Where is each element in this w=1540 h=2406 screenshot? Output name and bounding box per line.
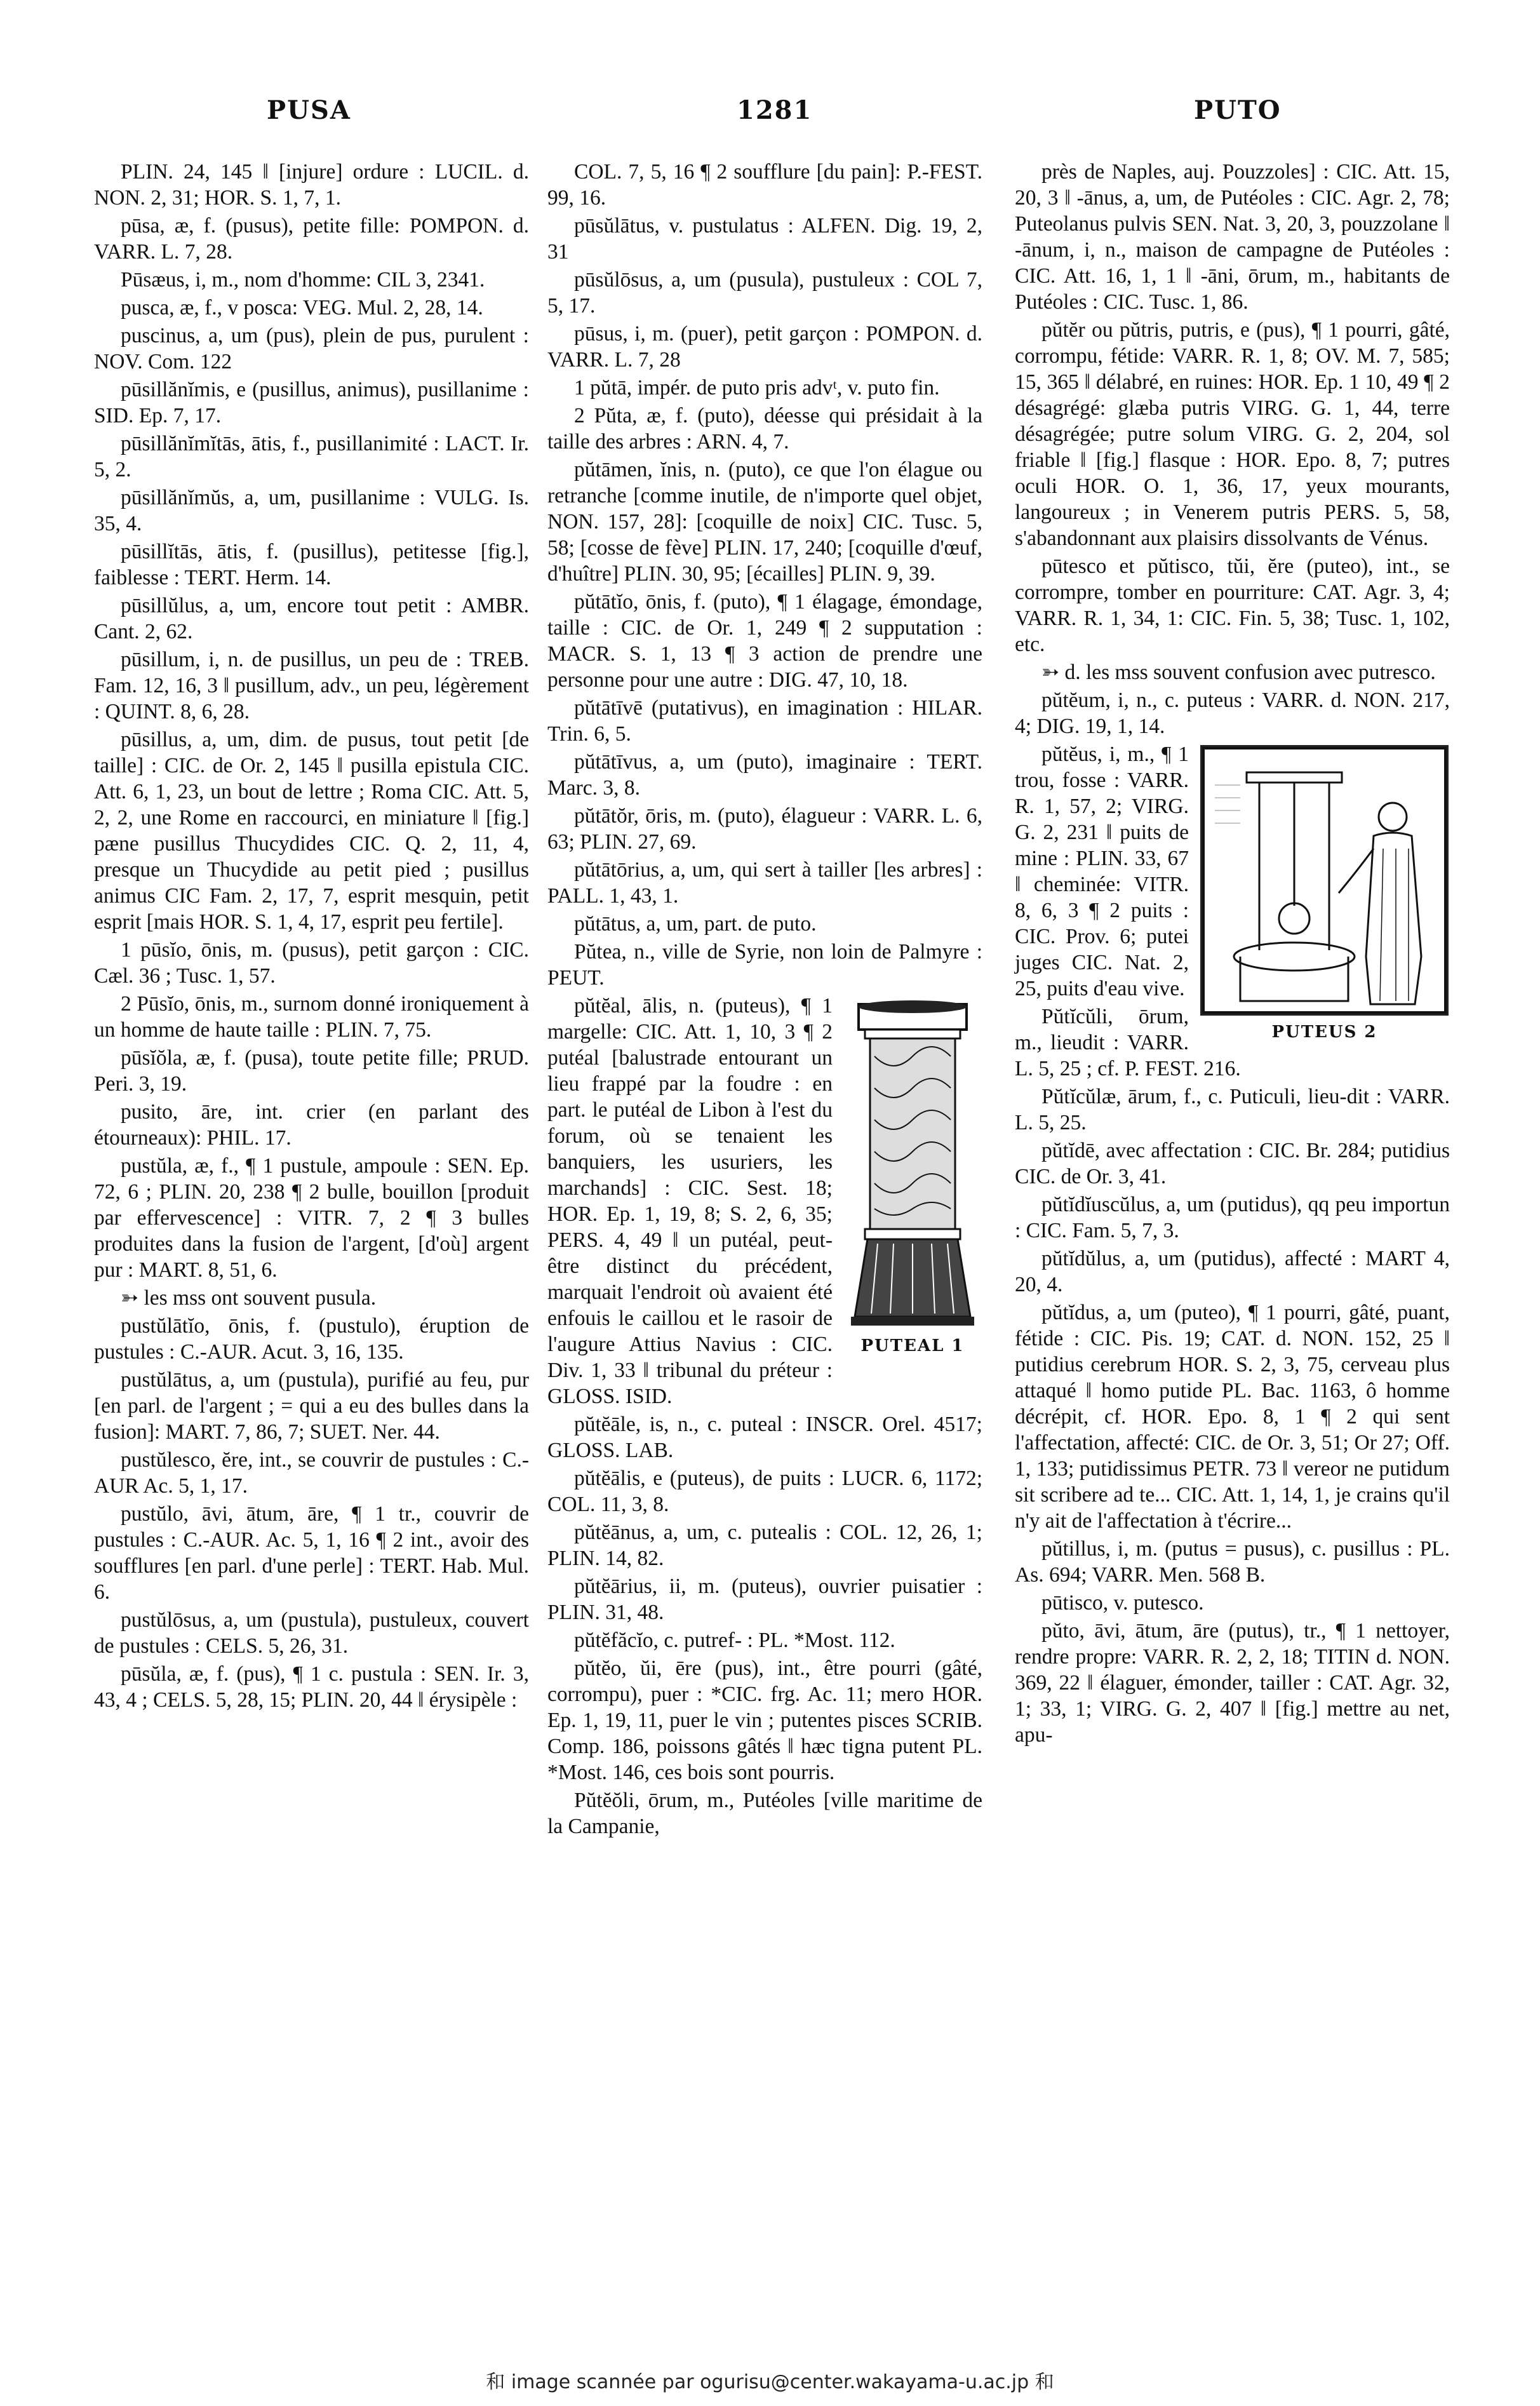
dictionary-entry: pustŭlātus, a, um (pustula), purifié au feu, pur [en parl. de l'argent ; = qui a eu des bulles dans la fusion]: MART. 7, 86, 7; SUET. Ner. 44. — [94, 1368, 529, 1444]
dictionary-entry: pūsillŭlus, a, um, encore tout petit : AMBR. Cant. 2, 62. — [94, 594, 529, 643]
running-head-right: PUTO — [1194, 95, 1282, 125]
dictionary-entry: pŭtātīvus, a, um (puto), imaginaire : TERT. Marc. 3, 8. — [547, 750, 982, 800]
dictionary-entry: Pŭtea, n., ville de Syrie, non loin de Palmyre : PEUT. — [547, 940, 982, 990]
figure-puteus — [1199, 741, 1450, 1045]
dictionary-entry: pūsillum, i, n. de pusillus, un peu de : TREB. Fam. 12, 16, 3 ‖ pusillum, adv., un peu, légèrement : QUINT. 8, 6, 28. — [94, 648, 529, 723]
dictionary-entry: pŭtĭdŭlus, a, um (putidus), affecté : MART 4, 20, 4. — [1015, 1247, 1450, 1296]
dictionary-entry: pŭtĕālis, e (puteus), de puits : LUCR. 6, 1172; COL. 11, 3, 8. — [547, 1467, 982, 1516]
dictionary-entry: pŭtĭdē, avec affectation : CIC. Br. 284; putidius CIC. de Or. 3, 41. — [1015, 1139, 1450, 1188]
dictionary-entry: pūtesco et pŭtisco, tŭi, ĕre (puteo), int., se corrompre, tomber en pourriture: CAT. Agr. 3, 4; VARR. R. 1, 34, 1: CIC. Fin. 5, 38; Tusc. 1, 102, etc. — [1015, 554, 1450, 656]
dictionary-entry: pūsa, æ, f. (pusus), petite fille: POMPON. d. VARR. L. 7, 28. — [94, 214, 529, 264]
dictionary-entry: pūsillănĭmis, e (pusillus, animus), pusillanime : SID. Ep. 7, 17. — [94, 378, 529, 427]
dictionary-entry: pūtisco, v. putesco. — [1041, 1591, 1204, 1615]
dictionary-entry: pŭtātōrius, a, um, qui sert à tailler [les arbres] : PALL. 1, 43, 1. — [547, 858, 982, 908]
column-2 — [547, 159, 982, 1841]
dictionary-entry: pŭtĕāle, is, n., c. puteal : INSCR. Orel. 4517; GLOSS. LAB. — [547, 1413, 982, 1462]
dictionary-entry: pŭtĕus, i, m., ¶ 1 trou, fosse : VARR. R. 1, 57, 2; VIRG. G. 2, 231 ‖ puits de mine : PLIN. 33, 67 ‖ cheminée: VITR. 8, 6, 3 ¶ 2 puits : CIC. Prov. 6; putei juges CIC. Nat. 2, 25, puits d'eau vive. — [1015, 743, 1189, 1000]
dictionary-entry: près de Naples, auj. Pouzzoles] : CIC. Att. 15, 20, 3 ‖ -ānus, a, um, de Putéoles : CIC. Agr. 2, 78; Puteolanus pulvis SEN. Nat. 3, 20, 3, pouzzolane ‖ -ānum, i, n., maison de campagne de Putéoles : CIC. Att. 16, 1, 1 ‖ -āni, ōrum, m., habitants de Putéoles : CIC. Tusc. 1, 86. — [1015, 160, 1450, 314]
dictionary-entry: pūsŭlātus, v. pustulatus : ALFEN. Dig. 19, 2, 31 — [547, 214, 982, 264]
dictionary-entry: pŭtātus, a, um, part. de puto. — [574, 912, 817, 936]
dictionary-entry: ➳ les mss ont souvent pusula. — [121, 1286, 377, 1310]
column-1 — [94, 159, 529, 1715]
dictionary-entry: pūsŭla, æ, f. (pus), ¶ 1 c. pustula : SEN. Ir. 3, 43, 4 ; CELS. 5, 28, 15; PLIN. 20, 44 ‖ érysipèle : — [94, 1662, 529, 1712]
dictionary-entry: pŭtĭdĭuscŭlus, a, um (putidus), qq peu importun : CIC. Fam. 5, 7, 3. — [1015, 1193, 1450, 1242]
scan-credit: 和 image scannée par ogurisu@center.wakayama-u.ac.jp 和 — [486, 2371, 1054, 2393]
dictionary-entry: 2 Pūsĭo, ōnis, m., surnom donné ironiquement à un homme de haute taille : PLIN. 7, 75. — [94, 992, 529, 1042]
dictionary-entry: pūsillănĭmĭtās, ātis, f., pusillanimité : LACT. Ir. 5, 2. — [94, 432, 529, 481]
dictionary-entry: pūsillus, a, um, dim. de pusus, tout petit [de taille] : CIC. de Or. 2, 145 ‖ pusilla epistula CIC. Att. 6, 1, 23, un bout de lettre ; Roma CIC. Att. 5, 2, 2, une Rome en raccourci, en miniature ‖ [fig.] pæne pusillus Thucydides CIC. Q. 2, 11, 4, presque un Thucydide au petit pied ; pusillus animus CIC Fam. 2, 17, 7, esprit mesquin, petit esprit [mais HOR. S. 1, 4, 17, esprit peu fertile]. — [94, 728, 529, 934]
dictionary-entry: 1 pūsĭo, ōnis, m. (pusus), petit garçon : CIC. Cæl. 36 ; Tusc. 1, 57. — [94, 938, 529, 988]
dictionary-entry: pusito, āre, int. crier (en parlant des étourneaux): PHIL. 17. — [94, 1100, 529, 1150]
running-head-left: PUSA — [267, 95, 351, 125]
dictionary-entry: pūsŭlōsus, a, um (pusula), pustuleux : COL 7, 5, 17. — [547, 268, 982, 318]
puteal-illustration — [846, 999, 979, 1329]
page-number: 1281 — [737, 95, 813, 125]
dictionary-entry: pūsillĭtās, ātis, f. (pusillus), petitesse [fig.], faiblesse : TERT. Herm. 14. — [94, 540, 529, 589]
dictionary-entry: Pūsæus, i, m., nom d'homme: CIL 3, 2341. — [121, 268, 485, 292]
dictionary-entry: pustŭlātĭo, ōnis, f. (pustulo), éruption de pustules : C.-AUR. Acut. 3, 16, 135. — [94, 1314, 529, 1364]
column-3 — [1015, 159, 1450, 1750]
dictionary-entry: pŭtĕārius, ii, m. (puteus), ouvrier puisatier : PLIN. 31, 48. — [547, 1575, 982, 1624]
dictionary-entry: pustŭlōsus, a, um (pustula), pustuleux, couvert de pustules : CELS. 5, 26, 31. — [94, 1608, 529, 1658]
dictionary-entry: pŭtillus, i, m. (putus = pusus), c. pusillus : PL. As. 694; VARR. Men. 568 B. — [1015, 1537, 1450, 1587]
dictionary-entry: pustŭla, æ, f., ¶ 1 pustule, ampoule : SEN. Ep. 72, 6 ; PLIN. 20, 238 ¶ 2 bulle, bouillon [produit par effervescence] : VITR. 7, 2 ¶ 3 bulles produites dans la fusion de l'argent, [d'où] argent pur : MART. 8, 51, 6. — [94, 1154, 529, 1282]
dictionary-entry: 2 Pŭta, æ, f. (puto), déesse qui présidait à la taille des arbres : ARN. 4, 7. — [547, 404, 982, 454]
dictionary-entry: pŭtātīvē (putativus), en imagination : HILAR. Trin. 6, 5. — [547, 696, 982, 746]
figure-caption-puteus: PUTEUS 2 — [1271, 1023, 1377, 1042]
dictionary-entry: pŭtĭdus, a, um (puteo), ¶ 1 pourri, gâté, puant, fétide : CIC. Pis. 19; CAT. d. NON. 152, 25 ‖ putidius cerebrum HOR. S. 2, 3, 75, cerveau plus attaqué ‖ homo putide PL. Bac. 1163, ô homme décrépit, cf. HOR. Epo. 8, 1 ¶ 2 qui sent l'affectation, affecté: CIC. de Or. 3, 51; Or 27; Off. 1, 133; putidissimus PETR. 73 ‖ vereor ne putidum sit scribere ad te... CIC. Att. 1, 14, 1, je crains qu'il n'y ait de l'affectation à t'écrire... — [1015, 1301, 1450, 1533]
dictionary-entry: pŭtĕum, i, n., c. puteus : VARR. d. NON. 217, 4; DIG. 19, 1, 14. — [1015, 689, 1450, 738]
dictionary-entry: PLIN. 24, 145 ‖ [injure] ordure : LUCIL. d. NON. 2, 31; HOR. S. 1, 7, 1. — [94, 160, 529, 210]
dictionary-entry: pŭtātĭo, ōnis, f. (puto), ¶ 1 élagage, émondage, taille : CIC. de Or. 1, 249 ¶ 2 supputation : MACR. S. 1, 13 ¶ 3 action de prendre une personne pour une autre : DIG. 47, 10, 18. — [547, 590, 982, 692]
dictionary-entry: pŭtĕal, ālis, n. (puteus), ¶ 1 margelle: CIC. Att. 1, 10, 3 ¶ 2 putéal [balustrade entourant un lieu frappé par la foudre : en part. le putéal de Libon à l'est du forum, où se tenaient les banquiers, les usuriers, les marchands] : CIC. Sest. 18; HOR. Ep. 1, 19, 8; S. 2, 6, 35; PERS. 4, 49 ‖ un putéal, peut-être distinct du précédent, marquait l'endroit où avaient été enfouis le caillou et le rasoir de l'augure Attius Navius : CIC. Div. 1, 33 ‖ tribunal du préteur : GLOSS. ISID. — [547, 994, 833, 1408]
dictionary-entry: pŭtĕānus, a, um, c. putealis : COL. 12, 26, 1; PLIN. 14, 82. — [547, 1521, 982, 1570]
dictionary-entry: Pŭtĭcŭlæ, ārum, f., c. Puticuli, lieu-dit : VARR. L. 5, 25. — [1015, 1085, 1450, 1134]
dictionary-entry: pūsillănĭmŭs, a, um, pusillanime : VULG. Is. 35, 4. — [94, 486, 529, 535]
dictionary-entry: pūsĭŏla, æ, f. (pusa), toute petite fille; PRUD. Peri. 3, 19. — [94, 1046, 529, 1096]
figure-puteal — [843, 995, 982, 1359]
dictionary-entry: ➳ d. les mss souvent confusion avec putresco. — [1041, 661, 1436, 684]
dictionary-entry: pŭto, āvi, ātum, āre (putus), tr., ¶ 1 nettoyer, rendre propre: VARR. R. 2, 2, 18; TITIN d. NON. 369, 22 ‖ élaguer, émonder, tailler : CAT. Agr. 32, 1; 33, 1; VIRG. G. 2, 407 ‖ [fig.] mettre au net, apu- — [1015, 1619, 1450, 1747]
puteus-illustration — [1200, 745, 1449, 1016]
dictionary-entry: COL. 7, 5, 16 ¶ 2 soufflure [du pain]: P.-FEST. 99, 16. — [547, 160, 982, 210]
dictionary-entry: pŭtāmen, ĭnis, n. (puto), ce que l'on élague ou retranche [comme inutile, de n'importe quel objet, NON. 157, 28]: [coquille de noix] CIC. Tusc. 5, 58; [cosse de fève] PLIN. 17, 240; [coquille d'œuf, d'huître] PLIN. 30, 95; [écailles] PLIN. 9, 39. — [547, 458, 982, 586]
dictionary-entry: Pŭtĭcŭli, ōrum, m., lieudit : VARR. L. 5, 25 ; cf. P. FEST. 216. — [1015, 1005, 1241, 1080]
dictionary-entry: pŭtĕr ou pŭtris, putris, e (pus), ¶ 1 pourri, gâté, corrompu, fétide: VARR. R. 1, 8; OV. M. 7, 585; 15, 365 ‖ délabré, en ruines: HOR. Ep. 1 10, 49 ¶ 2 désagrégé: glæba putris VIRG. G. 1, 44, terre désagrégée; putre solum VIRG. G. 2, 204, sol friable ‖ [fig.] flasque : HOR. Epo. 8, 7; putres oculi HOR. O. 1, 36, 17, yeux mourants, langoureux ; in Venerem putris PERS. 5, 58, s'abandonnant aux plaisirs dissolvants de Vénus. — [1015, 318, 1450, 550]
dictionary-entry: puscinus, a, um (pus), plein de pus, purulent : NOV. Com. 122 — [94, 324, 529, 373]
dictionary-entry: Pŭtĕŏli, ōrum, m., Putéoles [ville maritime de la Campanie, — [547, 1789, 982, 1838]
dictionary-entry: 1 pŭtā, impér. de puto pris advᵗ, v. puto fin. — [574, 376, 940, 400]
dictionary-entry: pusca, æ, f., v posca: VEG. Mul. 2, 28, 14. — [121, 296, 483, 319]
dictionary-entry: pūsus, i, m. (puer), petit garçon : POMPON. d. VARR. L. 7, 28 — [547, 322, 982, 372]
dictionary-entry: pŭtĕo, ŭi, ēre (pus), int., être pourri (gâté, corrompu), puer : *CIC. frg. Ac. 11; mero HOR. Ep. 1, 19, 11, puer le vin ; putentes pisces SCRIB. Comp. 186, poissons gâtés ‖ hæc tigna putent PL. *Most. 146, ces bois sont pourris. — [547, 1657, 982, 1784]
dictionary-entry: pŭtĕfăcĭo, c. putref- : PL. *Most. 112. — [574, 1629, 895, 1652]
dictionary-entry: pustŭlo, āvi, ātum, āre, ¶ 1 tr., couvrir de pustules : C.-AUR. Ac. 5, 1, 16 ¶ 2 int., avoir des soufflures [en parl. d'une perle] : TERT. Hab. Mul. 6. — [94, 1502, 529, 1604]
dictionary-entry: pustŭlesco, ĕre, int., se couvrir de pustules : C.-AUR Ac. 5, 1, 17. — [94, 1448, 529, 1498]
figure-caption-puteal: PUTEAL 1 — [860, 1336, 965, 1355]
dictionary-entry: pŭtātŏr, ōris, m. (puto), élagueur : VARR. L. 6, 63; PLIN. 27, 69. — [547, 804, 982, 854]
